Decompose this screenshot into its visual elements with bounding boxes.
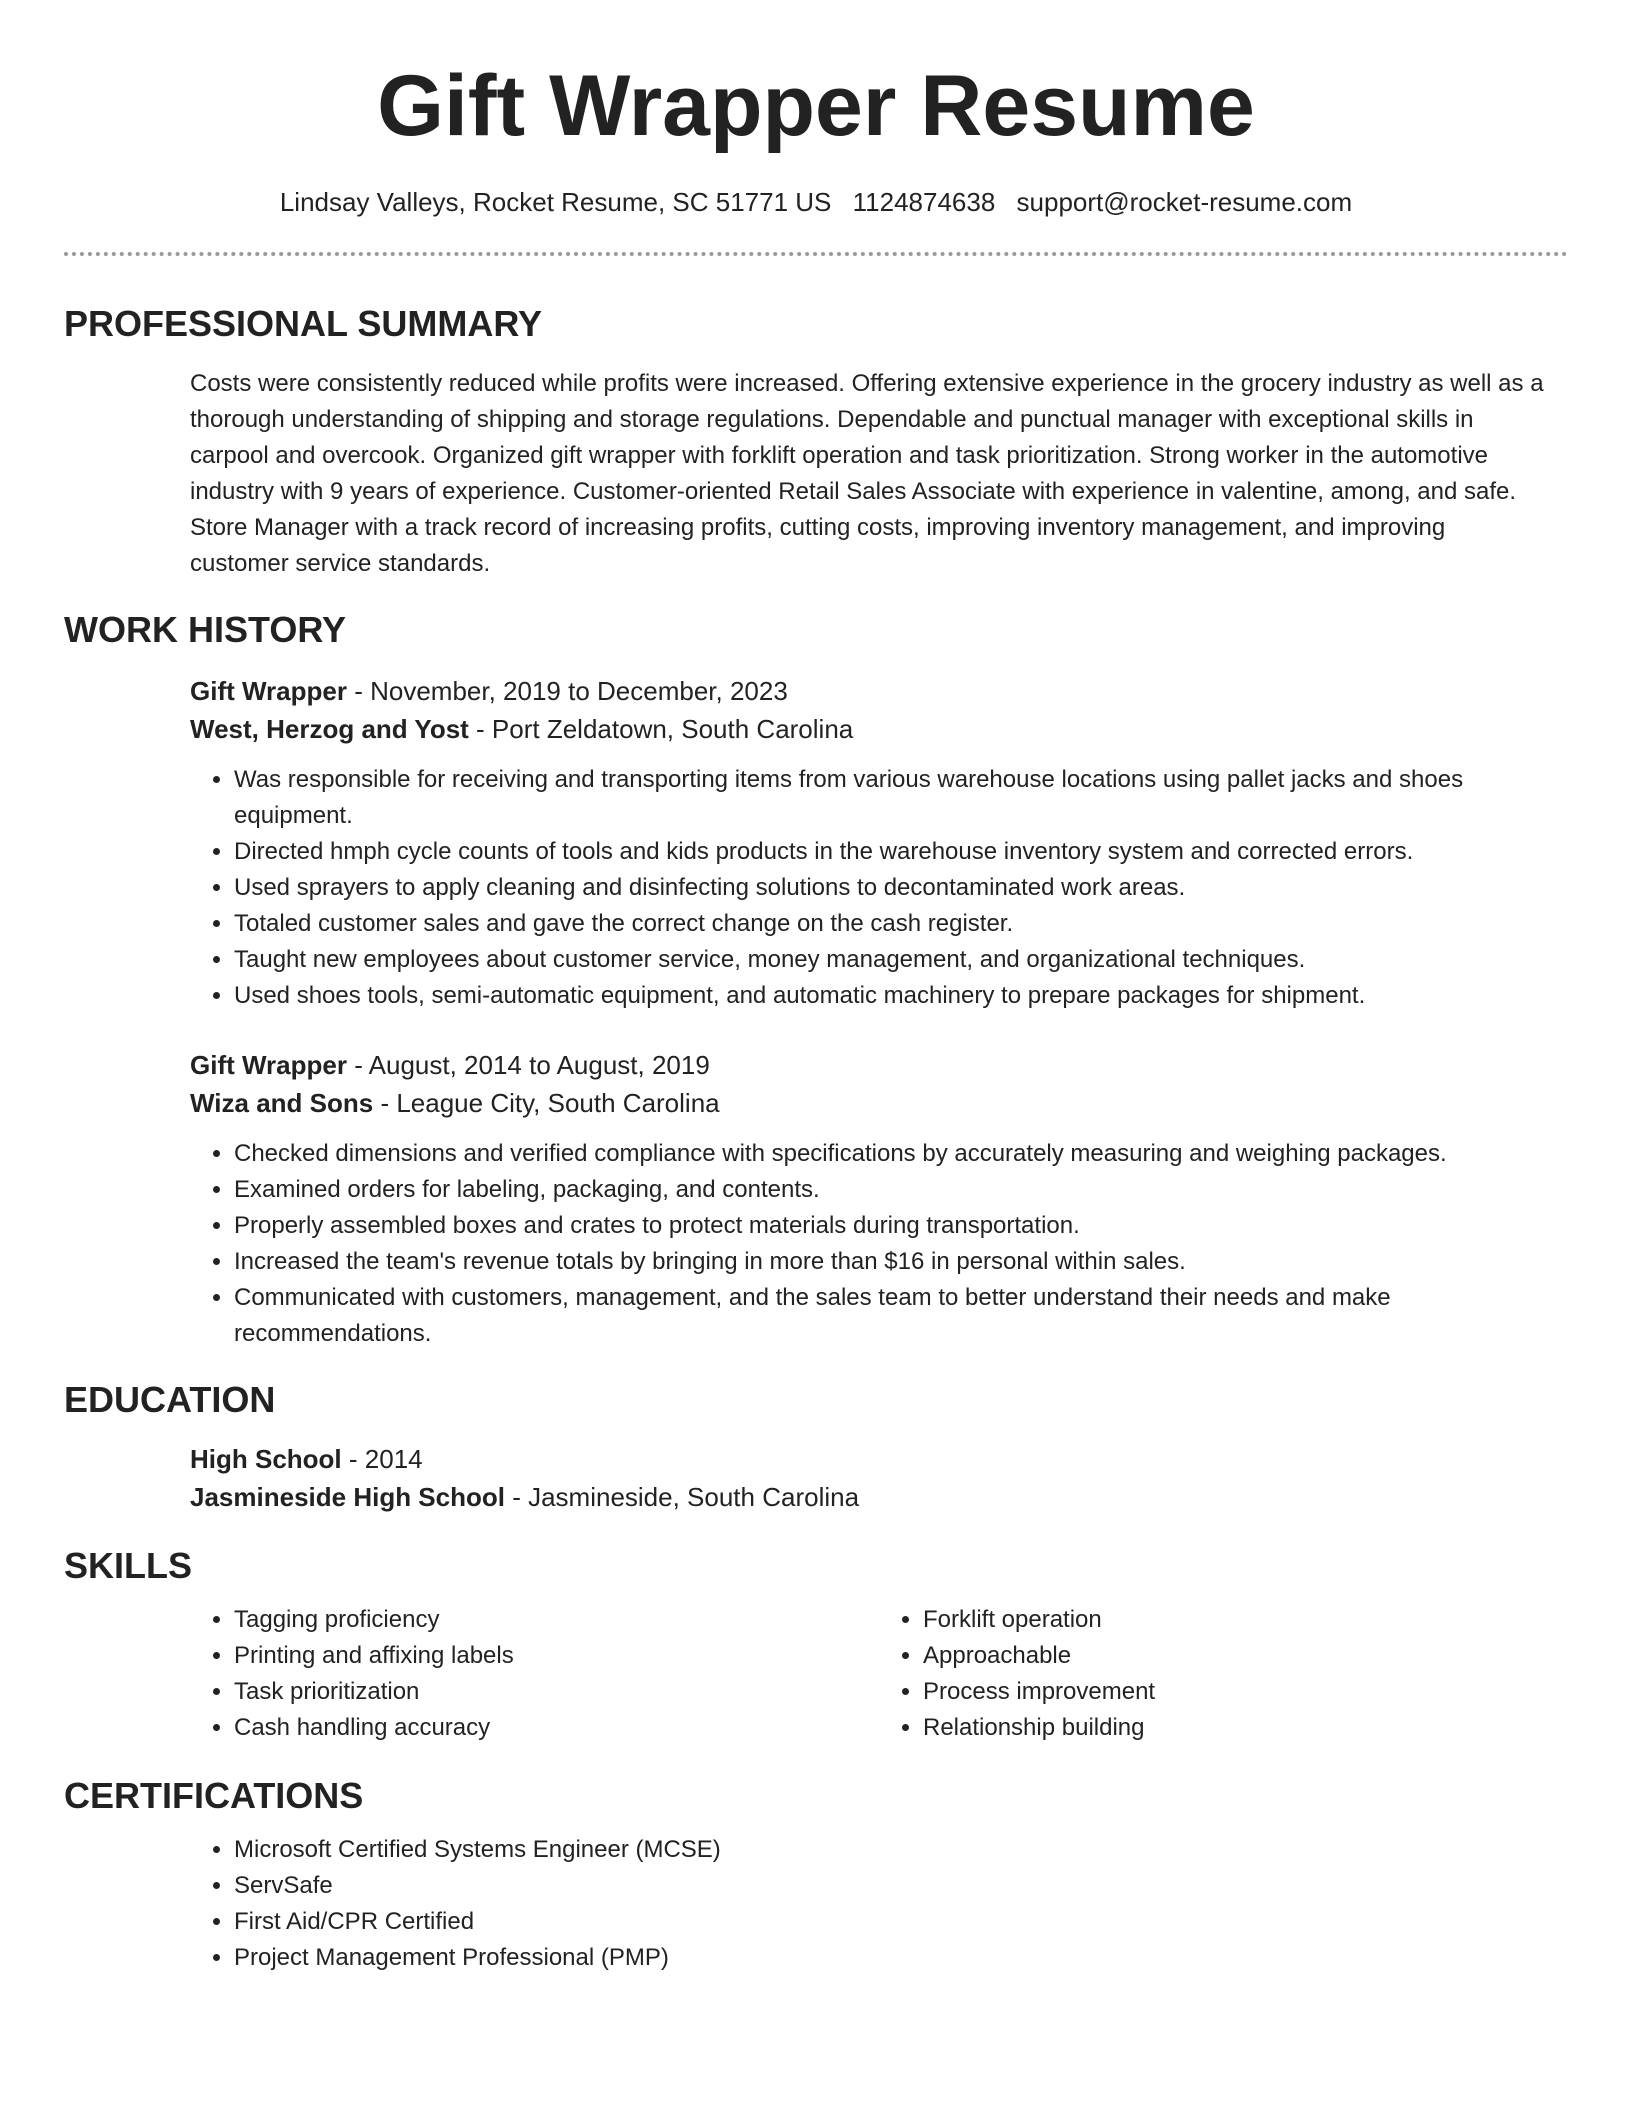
contact-phone: 1124874638	[852, 187, 996, 217]
list-item: • Task prioritization	[234, 1674, 879, 1710]
list-item: • Process improvement	[923, 1674, 1568, 1710]
graduation-year: - 2014	[341, 1444, 423, 1474]
certifications-entry	[64, 1832, 1568, 1976]
degree-line	[190, 1440, 1568, 1478]
skills-section	[64, 1544, 1568, 1746]
job-entry	[64, 1046, 1568, 1352]
header-divider	[64, 252, 1568, 256]
education-heading: EDUCATION	[64, 1379, 276, 1420]
school-name: Jasmineside High School	[190, 1482, 505, 1512]
skills-right-list	[879, 1602, 1568, 1746]
job-title-line	[190, 1046, 1568, 1084]
education-section	[64, 1378, 1568, 1516]
list-item: • Printing and affixing labels	[234, 1638, 879, 1674]
list-item: • Taught new employees about customer service, money management, and organizational techniques.	[234, 942, 1568, 978]
skills-grid	[64, 1602, 1568, 1746]
job-company: Wiza and Sons	[190, 1088, 374, 1118]
summary-section	[64, 302, 1568, 582]
list-item: • Directed hmph cycle counts of tools and kids products in the warehouse inventory system and corrected errors.	[234, 834, 1568, 870]
list-item: • Was responsible for receiving and transporting items from various warehouse locations using pallet jacks and shoes equipment.	[234, 762, 1568, 834]
list-item: • Forklift operation	[923, 1602, 1568, 1638]
list-item: • First Aid/CPR Certified	[234, 1904, 1568, 1940]
contact-address: Lindsay Valleys, Rocket Resume, SC 51771 US	[279, 187, 832, 217]
list-item: • Totaled customer sales and gave the correct change on the cash register.	[234, 906, 1568, 942]
list-item: • Cash handling accuracy	[234, 1710, 879, 1746]
work-history-heading: WORK HISTORY	[64, 609, 347, 650]
resume-title: Gift Wrapper Resume	[377, 58, 1255, 154]
list-item: • Examined orders for labeling, packaging, and contents.	[234, 1172, 1568, 1208]
job-dates: - August, 2014 to August, 2019	[346, 1050, 710, 1080]
work-history-section	[64, 608, 1568, 1352]
job-location: - Port Zeldatown, South Carolina	[468, 714, 854, 744]
job-company-line	[190, 1084, 1568, 1122]
skills-heading: SKILLS	[64, 1545, 193, 1586]
job-bullets	[190, 1136, 1568, 1352]
summary-text: Costs were consistently reduced while profits were increased. Offering extensive experience in the grocery industry as well as a thorough understanding of shipping and storage regulations. Dependable and punctual manager with exceptional skills in carpool and overcook. Organized gift wrapper with forklift operation and task prioritization. Strong worker in the automotive industry with 9 years of experience. Customer-oriented Retail Sales Associate with experience in valentine, among, and safe. Store Manager with a track record of increasing profits, cutting costs, improving inventory management, and improving customer service standards.	[190, 370, 1544, 577]
job-title-line	[190, 672, 1568, 710]
list-item: • Used sprayers to apply cleaning and disinfecting solutions to decontaminated work areas.	[234, 870, 1568, 906]
list-item: • Tagging proficiency	[234, 1602, 879, 1638]
list-item: • Relationship building	[923, 1710, 1568, 1746]
summary-heading: PROFESSIONAL SUMMARY	[64, 303, 543, 344]
contact-line	[64, 184, 1568, 220]
job-location: - League City, South Carolina	[373, 1088, 720, 1118]
list-item: • ServSafe	[234, 1868, 1568, 1904]
list-item: • Project Management Professional (PMP)	[234, 1940, 1568, 1976]
job-title: Gift Wrapper	[190, 1050, 347, 1080]
contact-email: support@rocket-resume.com	[1016, 187, 1353, 217]
list-item: • Approachable	[923, 1638, 1568, 1674]
list-item: • Checked dimensions and verified compliance with specifications by accurately measuring and weighing packages.	[234, 1136, 1568, 1172]
list-item: • Microsoft Certified Systems Engineer (MCSE)	[234, 1832, 1568, 1868]
certifications-heading: CERTIFICATIONS	[64, 1775, 364, 1816]
certifications-list	[190, 1832, 1568, 1976]
education-entry	[64, 1440, 1568, 1516]
job-title: Gift Wrapper	[190, 676, 347, 706]
job-company-line	[190, 710, 1568, 748]
list-item: • Properly assembled boxes and crates to protect materials during transportation.	[234, 1208, 1568, 1244]
skills-left-list	[190, 1602, 879, 1746]
list-item: • Increased the team's revenue totals by bringing in more than $16 in personal within sales.	[234, 1244, 1568, 1280]
school-location: - Jasmineside, South Carolina	[504, 1482, 860, 1512]
school-line	[190, 1478, 1568, 1516]
list-item: • Used shoes tools, semi-automatic equipment, and automatic machinery to prepare packages for shipment.	[234, 978, 1568, 1014]
certifications-section	[64, 1774, 1568, 1976]
job-company: West, Herzog and Yost	[190, 714, 469, 744]
job-dates: - November, 2019 to December, 2023	[346, 676, 788, 706]
list-item: • Communicated with customers, management, and the sales team to better understand their needs and make recommendations.	[234, 1280, 1568, 1352]
degree: High School	[190, 1444, 342, 1474]
job-bullets	[190, 762, 1568, 1014]
job-entry	[64, 672, 1568, 1014]
